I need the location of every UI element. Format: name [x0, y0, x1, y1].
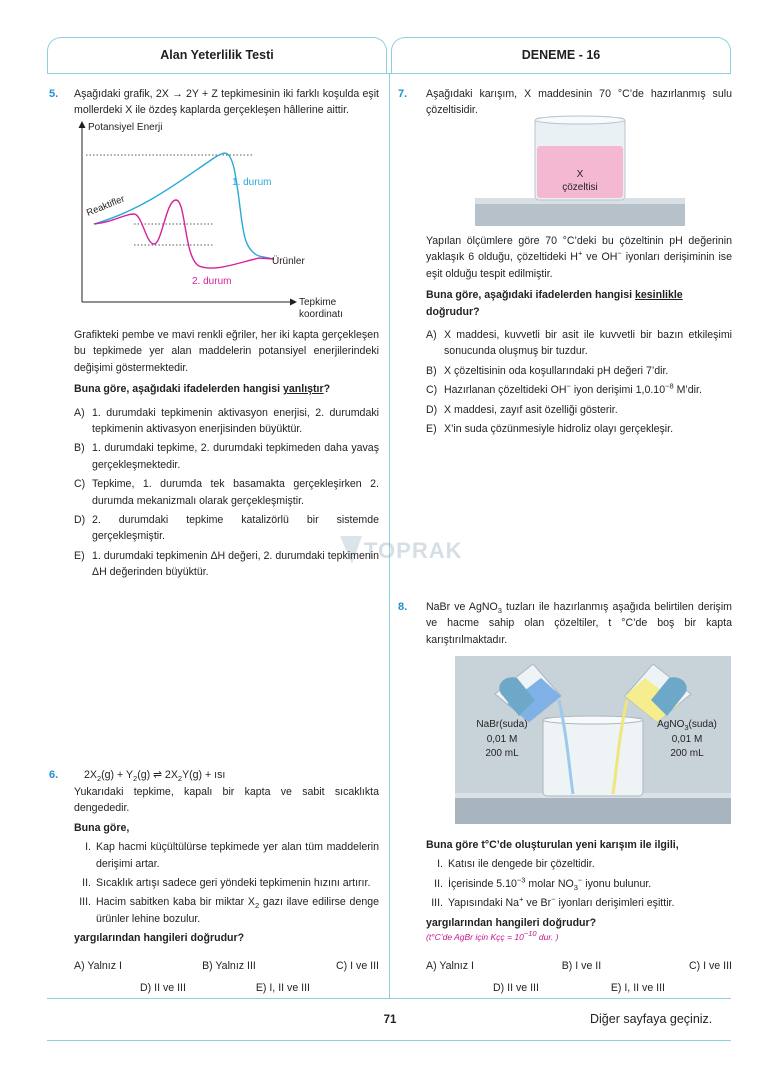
next-page-note: Diğer sayfaya geçiniz.	[590, 1012, 713, 1026]
q5-graph	[74, 118, 374, 323]
q8-body	[426, 837, 732, 944]
q6-answer-e[interactable]: E) I, II ve III	[255, 982, 310, 994]
q7-option-b[interactable]: B) X çözeltisinin oda koşullarındaki pH değeri 7’dir.	[426, 364, 669, 377]
q5-intro: Aşağıdaki grafik, 2X → 2Y + Z tepkimesinin iki farklı koşulda eşit mollerdeki X ile özdeş kaplarda gerçekleşen hâllerine aittir.	[74, 88, 379, 117]
q5-option-e[interactable]: E) 1. durumdaki tepkimenin ΔH değeri, 2. durumdaki tepkimenin ΔH değerinden büyüktür.	[74, 549, 379, 579]
q6-equation: $2X_2(g) + Y_2(g)$ ⇌ $2X_2Y(g)$ + ısı	[84, 769, 226, 784]
q6-body	[74, 784, 379, 947]
header-left: Alan Yeterlilik Testi	[47, 37, 387, 73]
q5-text: Grafikteki pembe ve mavi renkli eğriler, her iki kapta gerçekleşen bu tepkimede yer alan maddelerin potansiyel enerjilerindeki değişimi göstermektedir.	[74, 329, 379, 374]
footer-bottom-line	[47, 1040, 731, 1041]
q6-answers-row2	[140, 980, 310, 996]
left-solution-label: NaBr(suda) 0,01 M 200 mL	[476, 719, 528, 759]
q6-intro: Yukarıdaki tepkime, kapalı bir kapta ve sabit sıcaklıkta dengededir.	[74, 786, 379, 815]
q6-item-2: II. Sıcaklık artışı sadece geri yöndeki tepkimenin hızını artırır.	[82, 877, 371, 890]
q6-item-3: III. Hacim sabitken kaba bir miktar $X_2$ gazı ilave edilirse denge ürünler lehine bozulur.	[79, 896, 380, 925]
curve-durum-2	[94, 200, 274, 268]
q8-answers-row2	[493, 980, 665, 996]
q8-answer-e[interactable]: E) I, II ve III	[610, 982, 665, 994]
q8-ask: Buna göre t°C’de oluşturulan yeni karışım ile ilgili,	[426, 839, 679, 851]
curve-durum-1	[94, 153, 274, 259]
q7-question: Buna göre, aşağıdaki ifadelerden hangisi kesinlikle doğrudur?	[426, 289, 683, 318]
q5-question: Buna göre, aşağıdaki ifadelerden hangisi yanlıştır?	[74, 383, 331, 396]
q8-answers-row1	[426, 958, 732, 974]
beaker-label-1: X	[576, 169, 584, 180]
footer-divider	[47, 998, 731, 999]
q7-body	[426, 233, 732, 437]
q6-answer-a[interactable]: A) Yalnız I	[74, 960, 122, 972]
q6-answer-c[interactable]: C) I ve III	[336, 960, 379, 972]
q8-final: yargılarından hangileri doğrudur?	[426, 916, 597, 929]
q8-note: (t°C’de AgBr için Kçç = $10^{-10}$ dur. )	[426, 929, 559, 943]
q7-option-a[interactable]: A) X maddesi, kuvvetli bir asit ile kuvvetli bir bazın etkileşimi sonucunda oluşmuş bir tuzdur.	[426, 329, 732, 358]
q7-intro: Aşağıdaki karışım, X maddesinin 70 °C’de hazırlanmış sulu çözeltisidir.	[426, 88, 732, 117]
q5-option-d[interactable]: D) 2. durumdaki tepkime katalizörlü bir sistemde gerçekleşmiştir.	[74, 514, 379, 543]
watermark: TOPRAK	[340, 530, 460, 570]
q5-option-b[interactable]: B) 1. durumdaki tepkime, 2. durumdaki tepkimeden daha yavaş gerçekleşmektedir.	[74, 442, 379, 471]
right-solution-label: AgNO$_3$(suda) 0,01 M 200 mL	[657, 719, 717, 759]
q5-options	[74, 405, 379, 581]
q7-option-d[interactable]: D) X maddesi, zayıf asit özelliği gösterir.	[426, 403, 618, 416]
energy-diagram	[74, 118, 374, 323]
q8-item-1: I. Katısı ile dengede bir çözeltidir.	[437, 858, 595, 871]
q8-answer-d[interactable]: D) II ve III	[493, 982, 539, 994]
q6-ask: Buna göre,	[74, 821, 130, 834]
curve2-label: 2. durum	[192, 276, 232, 287]
q7-number: 7.	[398, 88, 408, 100]
reactants-label: Reaktifler	[85, 193, 127, 219]
q7-text: Yapılan ölçümlere göre 70 °C’deki bu çözeltinin pH değerinin yaklaşık 6 olduğu, çözeltideki H+ ve OH− iyonları derişiminin ise eşit olduğu tespit edilmiştir.	[426, 235, 732, 280]
q8-item-3: III. Yapısındaki Na+ ve Br− iyonları derişimleri eşittir.	[431, 894, 675, 910]
curve1-label: 1. durum	[232, 177, 272, 188]
q5-number: 5.	[49, 88, 59, 100]
q8-answer-b[interactable]: B) I ve II	[561, 960, 602, 972]
products-label: Ürünler	[272, 256, 305, 267]
q6-item-1: I. Kap hacmi küçültülürse tepkimede yer alan tüm maddelerin derişimi artar.	[85, 841, 379, 870]
q7-option-e[interactable]: E) X’in suda çözünmesiyle hidroliz olayı gerçekleşir.	[426, 423, 674, 436]
x-axis-label-2: koordinatı	[299, 309, 343, 320]
header-right: DENEME - 16	[391, 37, 731, 73]
q7-beaker-figure	[475, 112, 685, 230]
q6-answer-d[interactable]: D) II ve III	[140, 982, 186, 994]
x-axis-label-1: Tepkime	[299, 297, 337, 308]
beaker-illustration	[475, 112, 685, 230]
q5-option-a[interactable]: A) 1. durumdaki tepkimenin aktivasyon enerjisi, 2. durumdaki tepkimenin aktivasyon enerjisinden büyüktür.	[74, 406, 379, 436]
q6-answers-row1	[74, 958, 379, 974]
q5-body	[74, 327, 379, 581]
q8-answer-a[interactable]: A) Yalnız I	[426, 960, 474, 972]
q5-option-c[interactable]: C) Tepkime, 1. durumda tek basamakta gerçekleşirken 2. durumda mekanizmalı olarak gerçekleşmiştir.	[74, 478, 379, 507]
q6-answer-b[interactable]: B) Yalnız III	[202, 960, 256, 972]
q7-options	[426, 327, 732, 437]
q6-final: yargılarından hangileri doğrudur?	[74, 932, 245, 945]
page-number: 71	[383, 1014, 397, 1026]
q6-number: 6.	[49, 769, 59, 781]
q7-option-c[interactable]: C) Hazırlanan çözeltideki OH− iyon derişimi $1,0.10^{-8}$ M’dir.	[426, 381, 702, 397]
q8-intro: NaBr ve AgNO$_3$ tuzları ile hazırlanmış aşağıda belirtilen derişim ve hacme sahip olan çözeltiler, t °C’de boş bir kapta karıştırılmaktadır.	[426, 601, 732, 646]
beaker-label-2: çözeltisi	[562, 182, 598, 193]
q8-mixing-figure	[455, 656, 731, 824]
q8-number: 8.	[398, 601, 408, 613]
q8-item-2: II. İçerisinde $5.10^{-3}$ molar $NO_3^-$ iyonu bulunur.	[434, 875, 652, 892]
y-axis-label: Potansiyel Enerji	[88, 122, 163, 133]
q8-answer-c[interactable]: C) I ve III	[689, 960, 732, 972]
